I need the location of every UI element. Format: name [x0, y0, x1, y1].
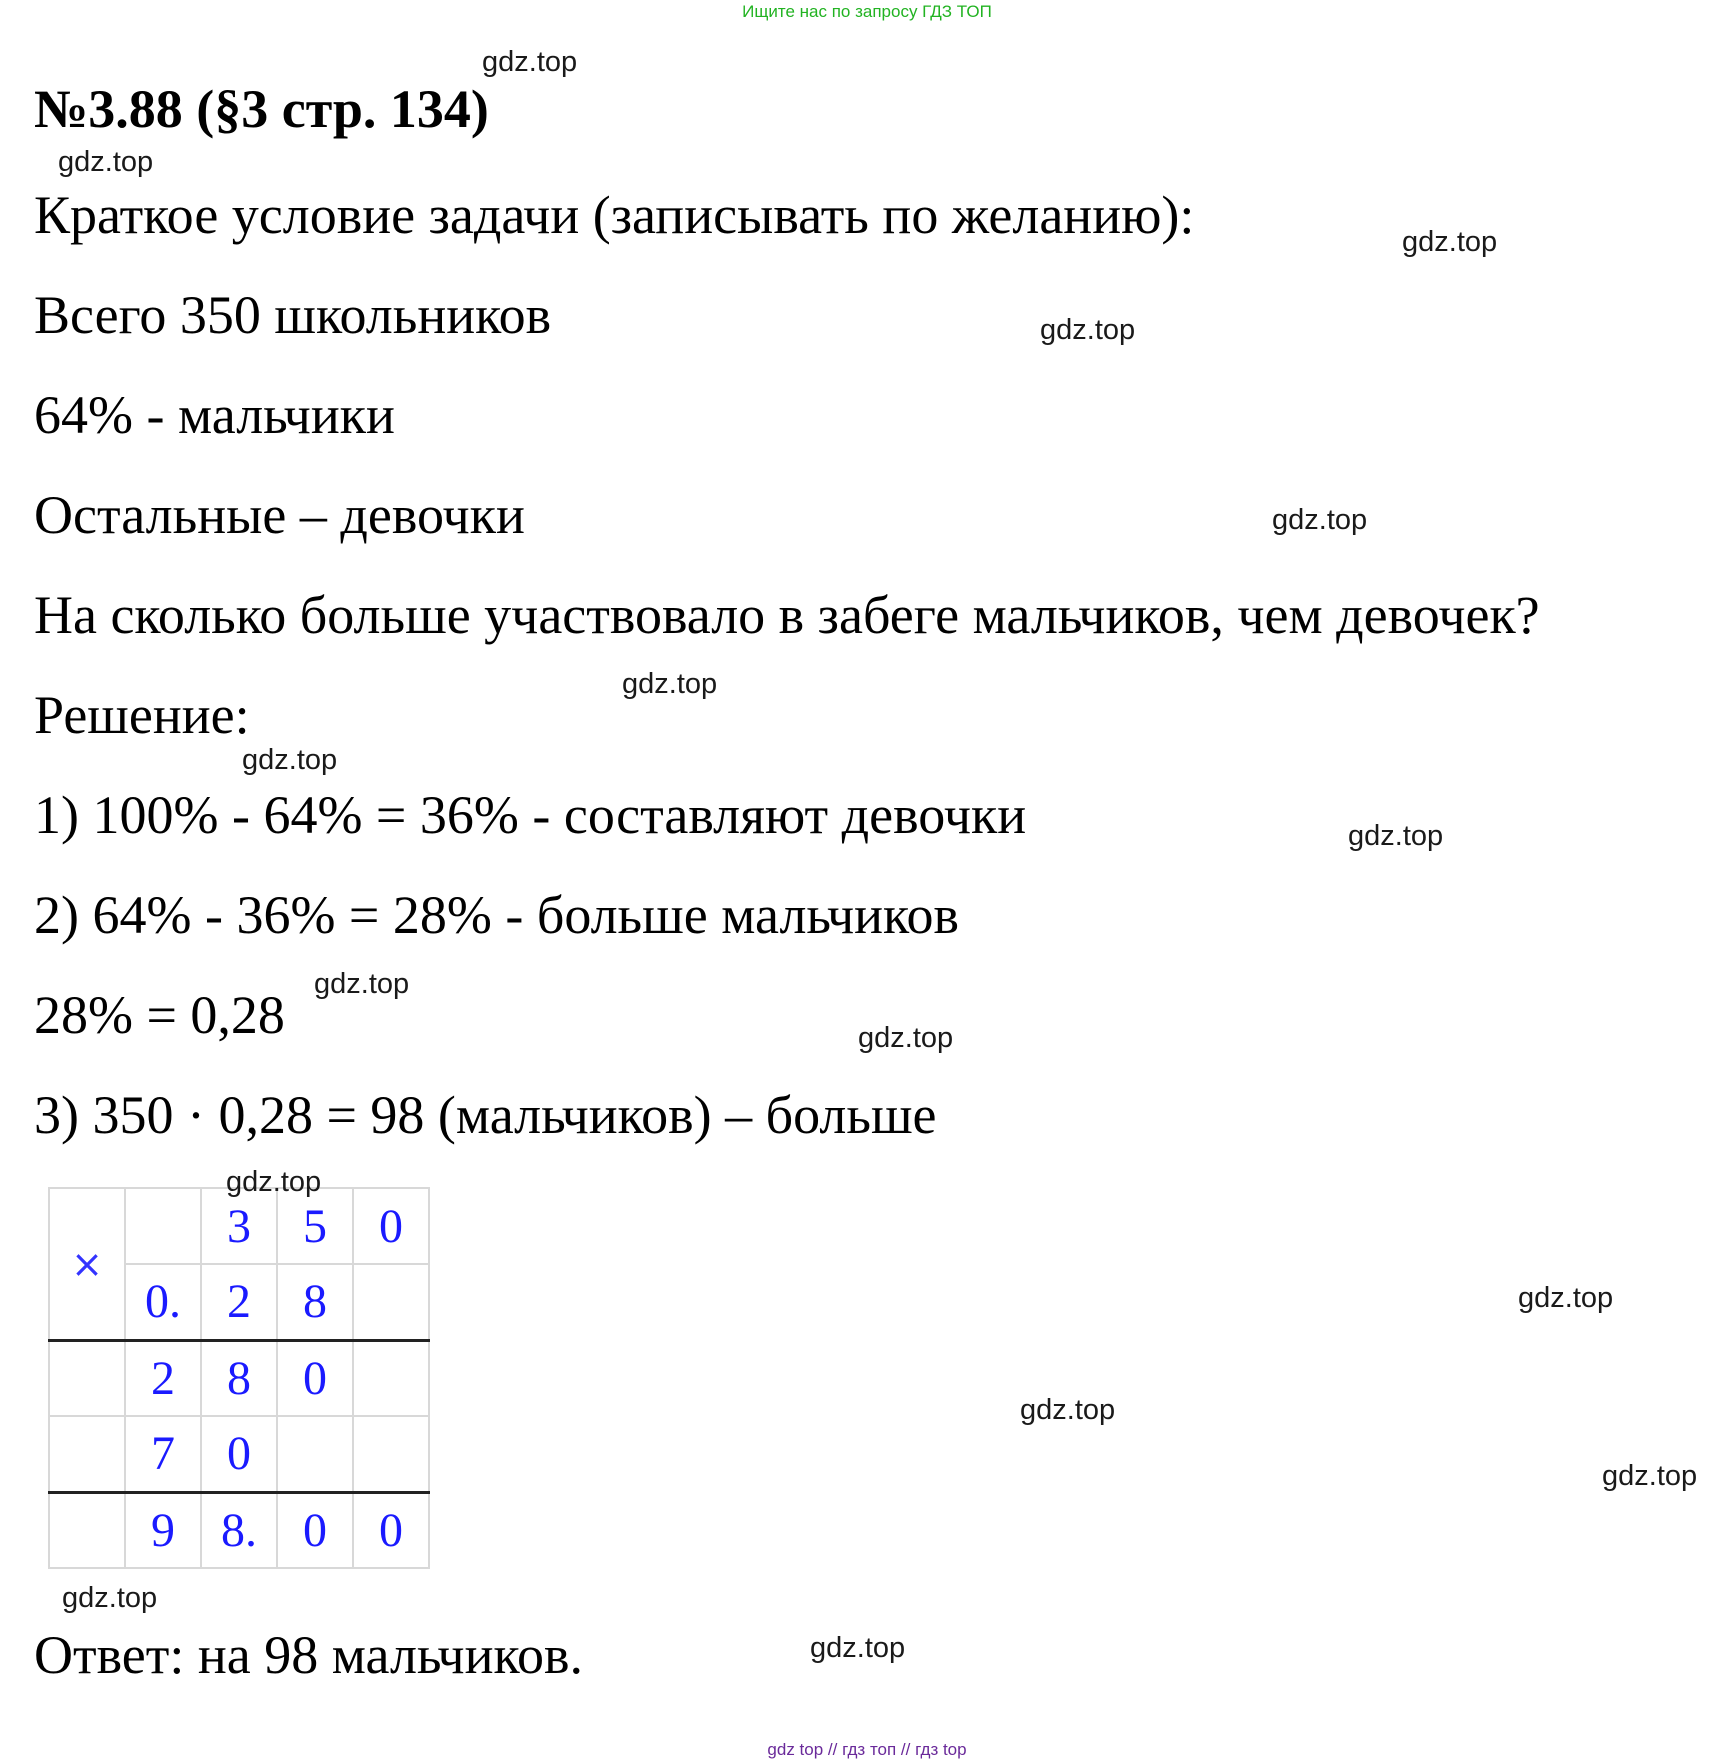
calc-row-partial-2 [49, 1416, 429, 1492]
calc-row-result [49, 1492, 429, 1568]
watermark: gdz.top [58, 146, 154, 178]
calc-cell [353, 1340, 429, 1416]
watermark: gdz.top [1272, 504, 1368, 536]
calc-cell: 7 [125, 1416, 201, 1492]
calc-cell: 2 [125, 1340, 201, 1416]
calc-cell [353, 1264, 429, 1340]
calc-cell: 0 [277, 1492, 353, 1568]
watermark: gdz.top [62, 1582, 158, 1614]
calc-cell: 8. [201, 1492, 277, 1568]
calc-row-partial-1 [49, 1340, 429, 1416]
multiply-operator: × [49, 1188, 125, 1340]
condition-boys: 64% - мальчики [34, 385, 395, 445]
calc-cell [49, 1416, 125, 1492]
condition-total: Всего 350 школьников [34, 285, 552, 345]
calc-cell: 0 [353, 1188, 429, 1264]
calc-cell: 0 [353, 1492, 429, 1568]
question: На сколько больше участвовало в забеге мальчиков, чем девочек? [34, 585, 1540, 645]
calc-cell [125, 1188, 201, 1264]
calc-row-multiplicand [49, 1188, 429, 1264]
calc-cell: 0. [125, 1264, 201, 1340]
step-1: 1) 100% - 64% = 36% - составляют девочки [34, 785, 1027, 845]
calc-cell [277, 1416, 353, 1492]
calc-cell: 0 [201, 1416, 277, 1492]
watermark: gdz.top [1518, 1282, 1614, 1314]
task-title: №3.88 (§3 стр. 134) [34, 79, 489, 139]
watermark: gdz.top [1020, 1394, 1116, 1426]
watermark: gdz.top [1602, 1460, 1698, 1492]
answer-line: Ответ: на 98 мальчиков. [34, 1625, 583, 1685]
multiplication-grid [48, 1187, 430, 1569]
step-2: 2) 64% - 36% = 28% - больше мальчиков [34, 885, 959, 945]
watermark: gdz.top [314, 968, 410, 1000]
calc-cell: 0 [277, 1340, 353, 1416]
calc-cell: 3 [201, 1188, 277, 1264]
watermark: gdz.top [858, 1022, 954, 1054]
calc-cell: 9 [125, 1492, 201, 1568]
solution-heading: Решение: [34, 685, 250, 745]
watermark: gdz.top [482, 46, 578, 78]
watermark: gdz.top [226, 1166, 322, 1198]
percent-conversion: 28% = 0,28 [34, 985, 285, 1045]
watermark: gdz.top [1402, 226, 1498, 258]
calc-cell: 5 [277, 1188, 353, 1264]
calc-cell: 8 [277, 1264, 353, 1340]
watermark: gdz.top [242, 744, 338, 776]
calc-cell: 8 [201, 1340, 277, 1416]
condition-girls: Остальные – девочки [34, 485, 525, 545]
calc-cell [353, 1416, 429, 1492]
calc-cell: 2 [201, 1264, 277, 1340]
watermark: gdz.top [810, 1632, 906, 1664]
footer-watermark: gdz top // гдз топ // гдз top [767, 1740, 967, 1759]
condition-heading: Краткое условие задачи (записывать по желанию): [34, 185, 1195, 245]
watermark: gdz.top [622, 668, 718, 700]
watermark: gdz.top [1348, 820, 1444, 852]
top-banner: Ищите нас по запросу ГДЗ ТОП [742, 2, 992, 21]
watermark: gdz.top [1040, 314, 1136, 346]
step-3: 3) 350 · 0,28 = 98 (мальчиков) – больше [34, 1085, 937, 1145]
calc-cell [49, 1492, 125, 1568]
calc-cell [49, 1340, 125, 1416]
